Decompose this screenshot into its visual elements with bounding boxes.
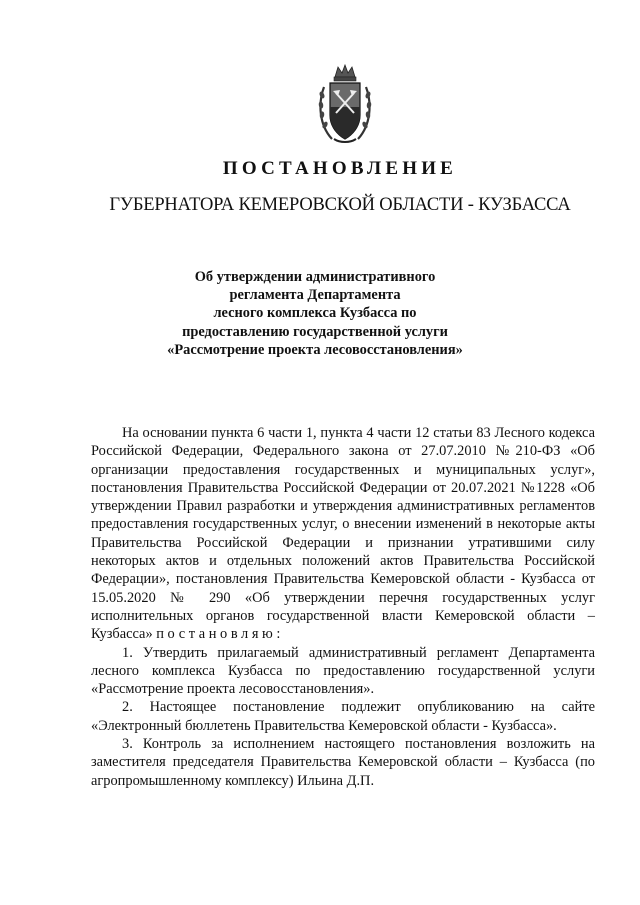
document-type-heading: ПОСТАНОВЛЕНИЕ bbox=[222, 158, 458, 179]
clause-paragraph: 2. Настоящее постановление подлежит опубликованию на сайте «Электронный бюллетень Правительства Кемеровской области - Кузбасса». bbox=[91, 699, 595, 734]
preamble-paragraph bbox=[91, 424, 595, 644]
decree-word: постановляю: bbox=[156, 626, 284, 643]
issuer-heading: ГУБЕРНАТОРА КЕМЕРОВСКОЙ ОБЛАСТИ - КУЗБАССА bbox=[109, 195, 571, 215]
title-line: регламента Департамента bbox=[229, 287, 401, 304]
clause-paragraph: 3. Контроль за исполнением настоящего постановления возложить на заместителя председателя Правительства Кемеровской области – Кузбасса (по агропромышленному комплексу) Ильина Д.П. bbox=[91, 736, 595, 789]
preamble-text: На основании пункта 6 части 1, пункта 4 части 12 статьи 83 Лесного кодекса Российской Федерации, Федерального закона от 27.07.2010 №210-ФЗ «Об организации предоставления государственных и муниципальных услуг», постановления Правительства Российской Федерации от 20.07.2021 №1228 «Об утверждении Правил разработки и утверждения административных регламентов предоставления государственных услуг, о внесении изменений в некоторые акты Правительства Российской Федерации и признании утратившими силу некоторых актов и отдельных положений актов Правительства Российской Федерации», постановления Правительства Кемеровской области - Кузбасса от 15.05.2020 № 290 «Об утверждении перечня государственных услуг исполнительных органов государственной власти Кемеровской области – Кузбасса» bbox=[91, 425, 595, 643]
clause-paragraph: 1. Утвердить прилагаемый административный регламент Департамента лесного комплекса Кузбасса по предоставлению государственной услуги «Рассмотрение проекта лесовосстановления». bbox=[91, 644, 595, 698]
document-body bbox=[91, 424, 595, 790]
kuzbass-coat-of-arms-icon bbox=[316, 63, 374, 145]
title-line: Об утверждении административного bbox=[194, 269, 436, 285]
title-line: предоставлению государственной услуги bbox=[182, 323, 448, 340]
title-line: «Рассмотрение проекта лесовосстановления» bbox=[167, 341, 463, 358]
title-line: лесного комплекса Кузбасса по bbox=[213, 305, 417, 322]
document-title bbox=[150, 268, 480, 359]
